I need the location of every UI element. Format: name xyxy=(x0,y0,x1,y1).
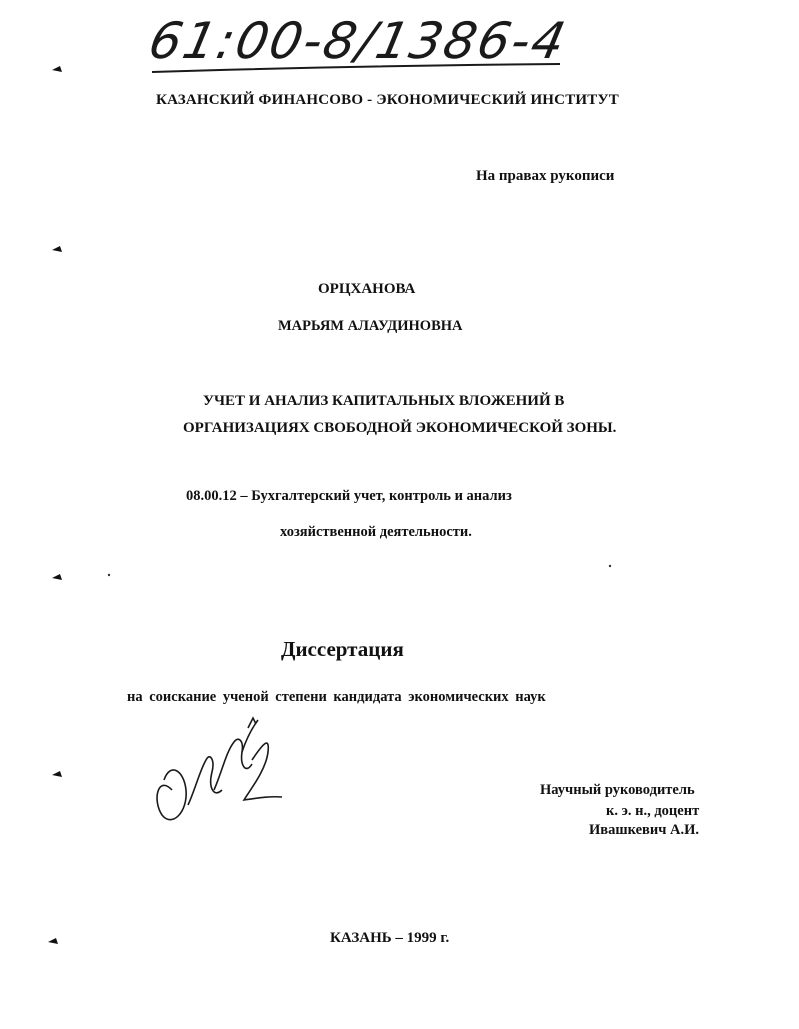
specialty-code-line-2: хозяйственной деятельности. xyxy=(280,524,472,540)
margin-mark-icon xyxy=(52,771,62,777)
scan-speck xyxy=(108,574,110,576)
author-surname: ОРЦХАНОВА xyxy=(318,281,416,297)
thesis-title-line-1: УЧЕТ И АНАЛИЗ КАПИТАЛЬНЫХ ВЛОЖЕНИЙ В xyxy=(203,393,565,409)
scan-speck xyxy=(609,565,611,567)
signature-icon xyxy=(157,718,282,820)
degree-statement: на соискание ученой степени кандидата экономических наук xyxy=(127,689,546,705)
supervisor-name: Ивашкевич А.И. xyxy=(589,822,700,838)
margin-mark-icon xyxy=(48,938,58,944)
archive-number-handwritten: 61:00-8/1386-4 xyxy=(143,12,573,70)
document-type-heading: Диссертация xyxy=(281,637,404,661)
thesis-title-line-2: ОРГАНИЗАЦИЯХ СВОБОДНОЙ ЭКОНОМИЧЕСКОЙ ЗОНЫ. xyxy=(183,420,617,436)
supervisor-role: Научный руководитель xyxy=(540,782,695,798)
manuscript-rights-note: На правах рукописи xyxy=(476,168,615,184)
margin-mark-icon xyxy=(52,246,62,252)
author-given-names: МАРЬЯМ АЛАУДИНОВНА xyxy=(278,318,463,334)
specialty-code-line-1: 08.00.12 – Бухгалтерский учет, контроль и анализ xyxy=(186,488,512,504)
margin-mark-icon xyxy=(52,574,62,580)
margin-mark-icon xyxy=(52,66,62,72)
archive-underline xyxy=(152,64,560,72)
institute-name: КАЗАНСКИЙ ФИНАНСОВО - ЭКОНОМИЧЕСКИЙ ИНСТИТУТ xyxy=(156,92,619,108)
place-and-year: КАЗАНЬ – 1999 г. xyxy=(330,930,450,946)
supervisor-credentials: к. э. н., доцент xyxy=(606,803,700,819)
